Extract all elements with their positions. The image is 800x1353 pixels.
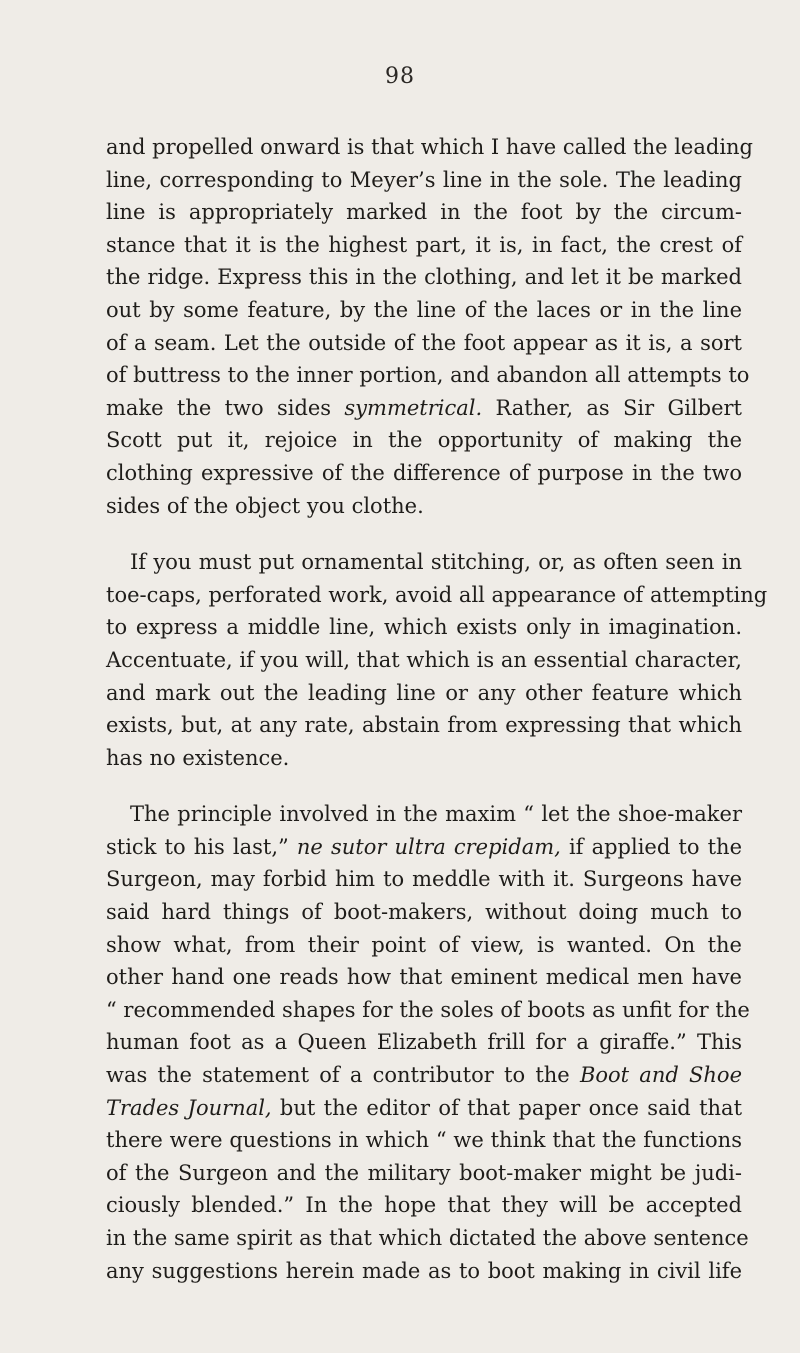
text-line: sides of the object you clothe.: [106, 493, 424, 518]
text-line: exists, but, at any rate, abstain from expressing that which: [106, 713, 742, 738]
text-line: and mark out the leading line or any other feature which: [106, 680, 742, 705]
text-line: there were questions in which “ we think that the functions: [106, 1128, 742, 1153]
text-line: [106, 392, 742, 425]
text-run: was the statement of a contributor to the: [106, 1063, 580, 1088]
text-line: of buttress to the inner portion, and abandon all attempts to: [106, 363, 750, 388]
text-line: Accentuate, if you will, that which is an essential character,: [106, 647, 742, 672]
paragraph-3: [106, 798, 750, 1287]
text-line: the ridge. Express this in the clothing, and let it be marked: [106, 265, 742, 290]
text-line: If you must put ornamental stitching, or, as often seen in: [130, 550, 742, 575]
text-line: in the same spirit as that which dictated the above sentence: [106, 1226, 749, 1250]
page-number: 98: [385, 64, 415, 89]
text-line: show what, from their point of view, is wanted. On the: [106, 932, 742, 957]
text-line: toe-caps, perforated work, avoid all appearance of attempting: [106, 582, 768, 607]
text-line: and propelled onward is that which I have called the leading: [106, 135, 754, 159]
paragraph-gap: [106, 522, 742, 546]
text-line: of the Surgeon and the military boot-maker might be judi-: [106, 1160, 742, 1185]
text-run: if applied to the: [560, 834, 743, 859]
text-run: make the two sides: [106, 395, 345, 420]
text-line: [106, 831, 742, 864]
italic-journal-title: Trades Journal,: [106, 1095, 272, 1120]
text-line: line, corresponding to Meyer’s line in the sole. The leading: [106, 167, 742, 192]
paragraph-gap: [106, 774, 742, 798]
text-line: any suggestions herein made as to boot making in civil life: [106, 1258, 742, 1283]
text-line: of a seam. Let the outside of the foot appear as it is, a sort: [106, 330, 742, 355]
body-text: [106, 131, 768, 1287]
paragraph-2: [106, 546, 768, 774]
italic-journal-title: Boot and Shoe: [579, 1063, 742, 1088]
text-line: [106, 1059, 742, 1092]
text-run: stick to his last,”: [106, 834, 297, 859]
text-line: to express a middle line, which exists only in imagination.: [106, 615, 742, 640]
paragraph-1: [106, 131, 754, 522]
text-line: The principle involved in the maxim “ let the shoe-maker: [130, 802, 742, 827]
text-line: ciously blended.” In the hope that they will be accepted: [106, 1193, 742, 1218]
text-run: Rather, as Sir Gilbert: [482, 395, 742, 420]
text-line: stance that it is the highest part, it is, in fact, the crest of: [106, 232, 742, 257]
text-line: Scott put it, rejoice in the opportunity of making the: [106, 428, 742, 453]
text-line: line is appropriately marked in the foot by the circum-: [106, 200, 742, 225]
text-line: human foot as a Queen Elizabeth frill for a giraffe.” This: [106, 1030, 742, 1055]
text-run: but the editor of that paper once said that: [271, 1095, 743, 1120]
text-line: other hand one reads how that eminent medical men have: [106, 965, 742, 990]
text-line: clothing expressive of the difference of purpose in the two: [106, 460, 742, 485]
italic-term: symmetrical.: [344, 395, 483, 420]
text-line: [106, 1092, 742, 1125]
text-line: has no existence.: [106, 745, 290, 770]
text-line: out by some feature, by the line of the laces or in the line: [106, 297, 742, 322]
text-line: “ recommended shapes for the soles of boots as unfit for the: [106, 997, 750, 1022]
italic-latin-maxim: ne sutor ultra crepidam,: [296, 834, 561, 859]
text-line: Surgeon, may forbid him to meddle with it. Surgeons have: [106, 867, 742, 892]
text-line: said hard things of boot-makers, without doing much to: [106, 900, 742, 925]
